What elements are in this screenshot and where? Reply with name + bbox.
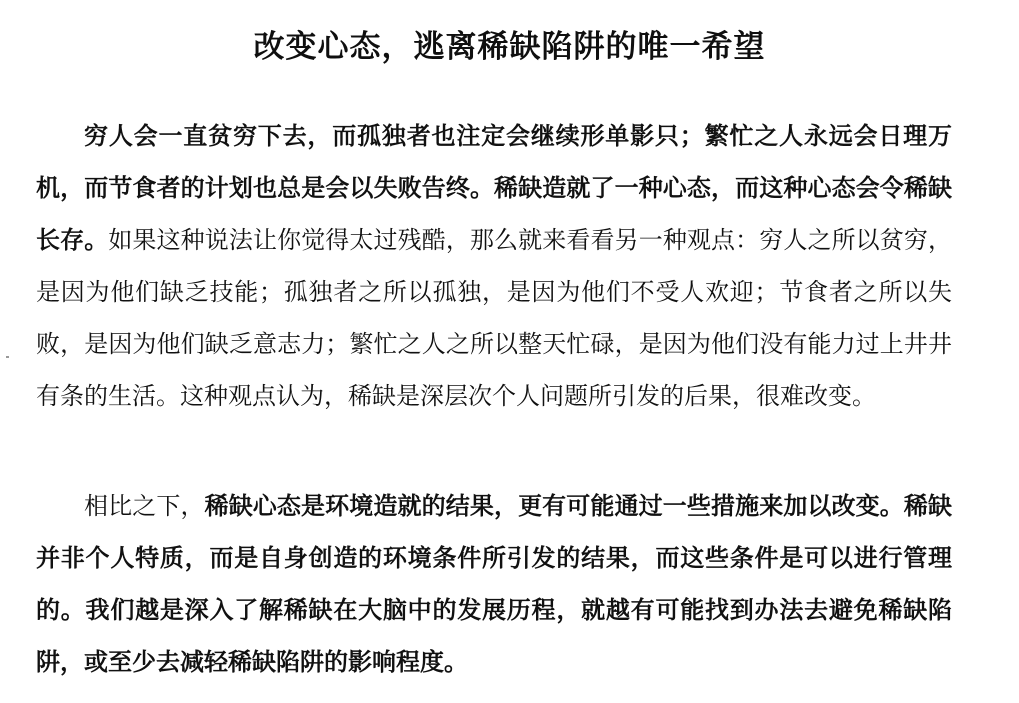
paragraph-1-bold-text: 穷人会一直贫穷下去，而孤独者也注定会继续形单影只；繁忙之人永远会日理万机，而节食者的计划也总是会以失败告终。稀缺造就了一种心态，而这种心态会令稀缺长存。 [36, 121, 952, 254]
page-title: 改变心态，逃离稀缺陷阱的唯一希望 [253, 28, 766, 65]
paragraph-2-bold-text: 稀缺心态是环境造就的结果，更有可能通过一些措施来加以改变。稀缺并非个人特质，而是自身创造的环境条件所引发的结果，而这些条件是可以进行管理的。我们越是深入了解稀缺在大脑中的发展历程，就越有可能找到办法去避免稀缺陷阱，或至少去减轻稀缺陷阱的影响程度。 [36, 491, 953, 676]
paragraph-2 [36, 480, 952, 688]
paragraph-2-regular-text: 相比之下， [84, 492, 205, 520]
scan-margin-mark [6, 356, 9, 358]
paragraph-1 [36, 110, 952, 422]
paragraph-1-regular-text: 如果这种说法让你觉得太过残酷，那么就来看看另一种观点：穷人之所以贫穷，是因为他们缺乏技能；孤独者之所以孤独，是因为他们不受人欢迎；节食者之所以失败，是因为他们缺乏意志力；繁忙之人之所以整天忙碌，是因为他们没有能力过上井井有条的生活。这种观点认为，稀缺是深层次个人问题所引发的后果，很难改变。 [36, 226, 953, 410]
